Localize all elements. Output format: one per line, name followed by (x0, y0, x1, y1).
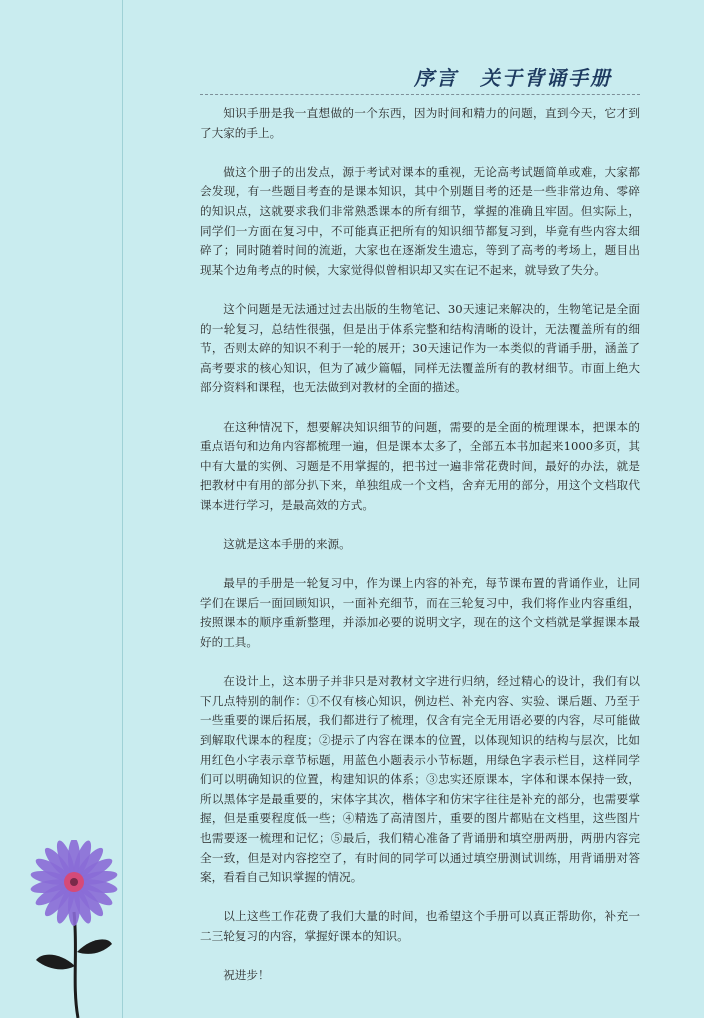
flower-illustration (20, 840, 140, 1018)
body-text (200, 104, 640, 1005)
paragraph: 做这个册子的出发点，源于考试对课本的重视，无论高考试题简单或难，大家都会发现，有一些题目考查的是课本知识，其中个别题目考的还是一些非常边角、零碎的知识点，这就要求我们非常熟悉课本的所有细节，掌握的准确且牢固。但实际上，同学们一方面在复习中，不可能真正把所有的知识细节都复习到，毕竟有些内容太细碎了；同时随着时间的流逝，大家也在逐渐发生遗忘，等到了高考的考场上，题目出现某个边角考点的时候，大家觉得似曾相识却又实在记不起来，就导致了失分。 (200, 164, 640, 277)
paragraph: 以上这些工作花费了我们大量的时间，也希望这个手册可以真正帮助你，补充一二三轮复习的内容，掌握好课本的知识。 (200, 909, 640, 943)
paragraph: 知识手册是我一直想做的一个东西，因为时间和精力的问题，直到今天，它才到了大家的手上。 (200, 106, 640, 140)
paragraph: 最早的手册是一轮复习中，作为课上内容的补充，每节课布置的背诵作业，让同学们在课后一面回顾知识，一面补充细节，而在三轮复习中，我们将作业内容重组，按照课本的顺序重新整理，并添加必要的说明文字，现在的这个文档就是掌握课本最好的工具。 (200, 576, 640, 650)
paragraph: 在设计上，这本册子并非只是对教材文字进行归纳，经过精心的设计，我们有以下几点特别的制作：①不仅有核心知识，例边栏、补充内容、实验、课后题、乃至于一些重要的课后拓展，我们都进行了梳理，仅含有完全无用语必要的内容，尽可能做到解取代课本的程度；②提示了内容在课本的位置，以体现知识的结构与层次，比如用红色小字表示章节标题，用蓝色小题表示小节标题，用绿色字表示栏目，这样同学们可以明确知识的位置，构建知识的体系；③忠实还原课本，字体和课本保持一致，所以黑体字是最重要的，宋体字其次，楷体字和仿宋字往往是补充的部分，也需要掌握，但是重要程度低一些；④精选了高清图片，重要的图片都贴在文档里，这些图片也需要逐一梳理和记忆；⑤最后，我们精心准备了背诵册和填空册两册，两册内容完全一致，但是对内容挖空了，有时间的同学可以通过填空册测试训练，用背诵册对答案，看看自己知识掌握的情况。 (200, 674, 640, 885)
paragraph: 这就是这本手册的来源。 (223, 537, 351, 552)
paragraph: 这个问题是无法通过过去出版的生物笔记、30天速记来解决的，生物笔记是全面的一轮复习，总结性很强，但是出于体系完整和结构清晰的设计，无法覆盖所有的细节，否则太碎的知识不利于一轮的展开；30天速记作为一本类似的背诵手册，涵盖了高考要求的核心知识，但为了减少篇幅，同样无法覆盖所有的教材细节。市面上绝大部分资料和课程，也无法做到对教材的全面的描述。 (200, 301, 640, 395)
page-title: 序言 关于背诵手册 (414, 66, 612, 90)
title-divider (200, 94, 640, 95)
paragraph: 在这种情况下，想要解决知识细节的问题，需要的是全面的梳理课本，把课本的重点语句和边角内容都梳理一遍，但是课本太多了，全部五本书加起来1000多页，其中有大量的实例、习题是不用掌握的，把书过一遍非常花费时间，最好的办法，就是把教材中有用的部分扒下来，单独组成一个文档，舍弃无用的部分，用这个文档取代课本进行学习，是最高效的方式。 (200, 419, 640, 512)
closing-line: 祝进步！ (223, 968, 270, 983)
